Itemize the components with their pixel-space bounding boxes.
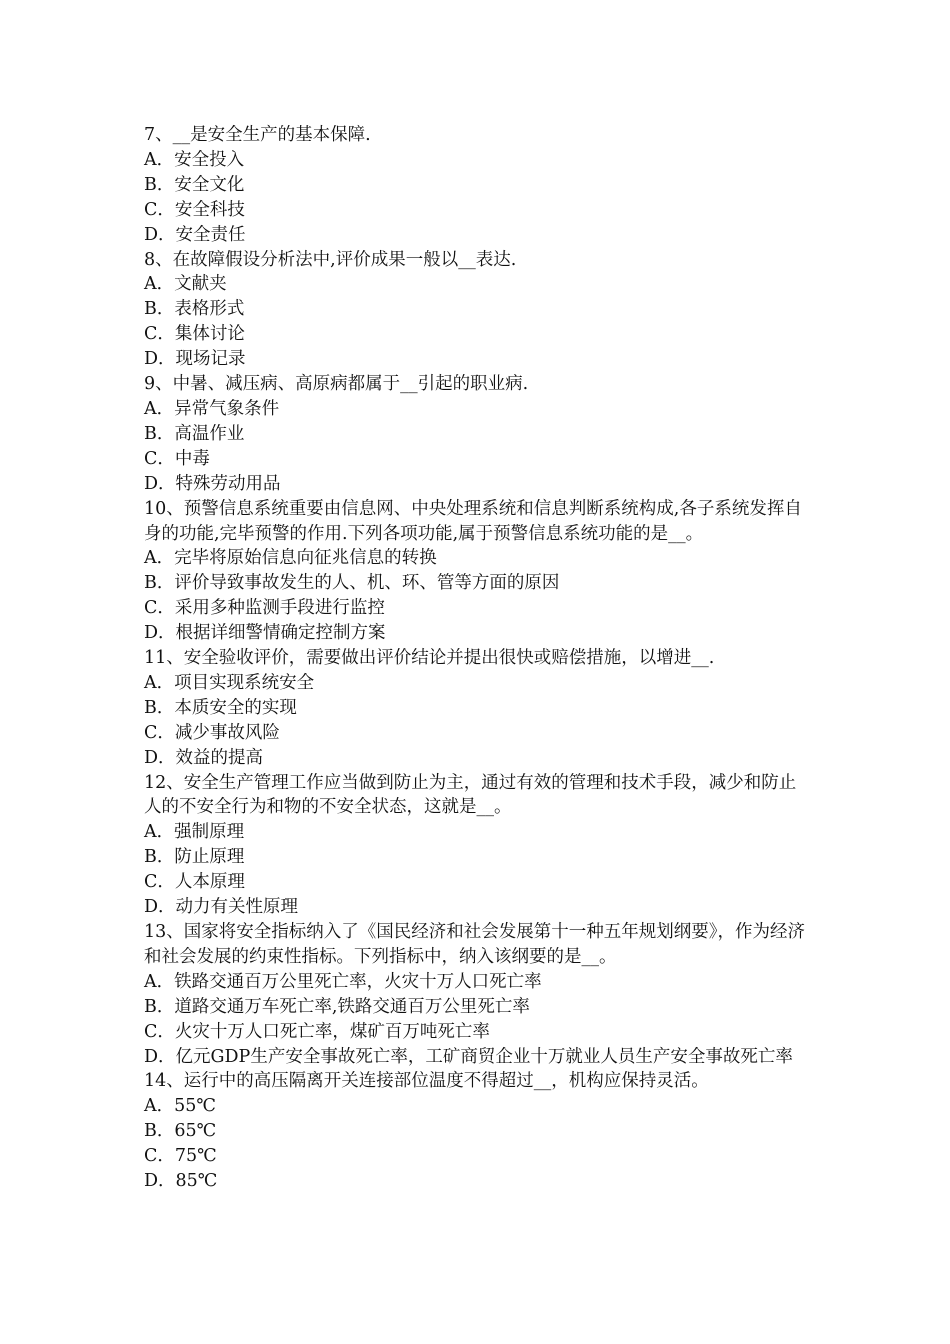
option-d: D．安全责任: [144, 224, 246, 245]
option-c: C．中毒: [144, 448, 210, 469]
option-a: A．强制原理: [144, 822, 245, 843]
question-text: 12、安全生产管理工作应当做到防止为主，通过有效的管理和技术手段，减少和防止人的不安全行为和物的不安全状态，这就是__。: [144, 772, 797, 818]
option-b: B．高温作业: [144, 423, 245, 444]
question-text: 11、安全验收评价，需要做出评价结论并提出很快或赔偿措施，以增进__.: [144, 648, 715, 669]
option-d: D．现场记录: [144, 349, 246, 370]
option-a: A．异常气象条件: [144, 398, 280, 419]
option-d: D．效益的提高: [144, 747, 264, 768]
question-8: [144, 248, 812, 373]
option-b: B．表格形式: [144, 299, 245, 320]
option-c: C．安全科技: [144, 199, 245, 220]
question-11: [144, 646, 812, 771]
option-d: D．亿元GDP生产安全事故死亡率，工矿商贸企业十万就业人员生产安全事故死亡率: [144, 1046, 793, 1067]
option-c: C．火灾十万人口死亡率，煤矿百万吨死亡率: [144, 1021, 490, 1042]
option-a: A．完毕将原始信息向征兆信息的转换: [144, 548, 437, 569]
option-c: C．75℃: [144, 1146, 217, 1167]
question-12: [144, 771, 812, 920]
option-a: A．安全投入: [144, 149, 245, 170]
question-list: [144, 123, 812, 1194]
option-a: A．铁路交通百万公里死亡率，火灾十万人口死亡率: [144, 971, 542, 992]
option-d: D．根据详细警情确定控制方案: [144, 623, 386, 644]
option-c: C．采用多种监测手段进行监控: [144, 598, 385, 619]
option-b: B．道路交通万车死亡率,铁路交通百万公里死亡率: [144, 996, 530, 1017]
option-c: C．减少事故风险: [144, 722, 280, 743]
question-7: [144, 123, 812, 248]
option-a: A．55℃: [144, 1096, 216, 1117]
question-10: [144, 497, 812, 646]
question-9: [144, 372, 812, 497]
question-text: 14、运行中的高压隔离开关连接部位温度不得超过__，机构应保持灵活。: [144, 1071, 709, 1092]
option-b: B．本质安全的实现: [144, 697, 297, 718]
option-b: B．65℃: [144, 1121, 217, 1142]
question-text: 8、在故障假设分析法中,评价成果一般以__表达.: [144, 249, 517, 270]
question-text: 7、__是安全生产的基本保障.: [144, 125, 371, 145]
question-text: 9、中暑、减压病、高原病都属于__引起的职业病.: [144, 374, 529, 395]
option-d: D．特殊劳动用品: [144, 473, 281, 494]
option-a: A．项目实现系统安全: [144, 672, 315, 693]
option-b: B．评价导致事故发生的人、机、环、管等方面的原因: [144, 573, 560, 594]
option-d: D．85℃: [144, 1171, 218, 1192]
option-c: C．集体讨论: [144, 324, 245, 345]
question-text: 10、预警信息系统重要由信息网、中央处理系统和信息判断系统构成,各子系统发挥自身的功能,完毕预警的作用.下列各项功能,属于预警信息系统功能的是__。: [144, 498, 802, 544]
question-14: [144, 1069, 812, 1194]
option-a: A．文献夹: [144, 274, 227, 295]
option-b: B．安全文化: [144, 174, 245, 195]
option-b: B．防止原理: [144, 847, 245, 868]
option-d: D．动力有关性原理: [144, 897, 299, 918]
question-13: [144, 920, 812, 1069]
option-c: C．人本原理: [144, 872, 245, 893]
question-text: 13、国家将安全指标纳入了《国民经济和社会发展第十一种五年规划纲要》，作为经济和社会发展的约束性指标。下列指标中，纳入该纲要的是__。: [144, 922, 806, 967]
